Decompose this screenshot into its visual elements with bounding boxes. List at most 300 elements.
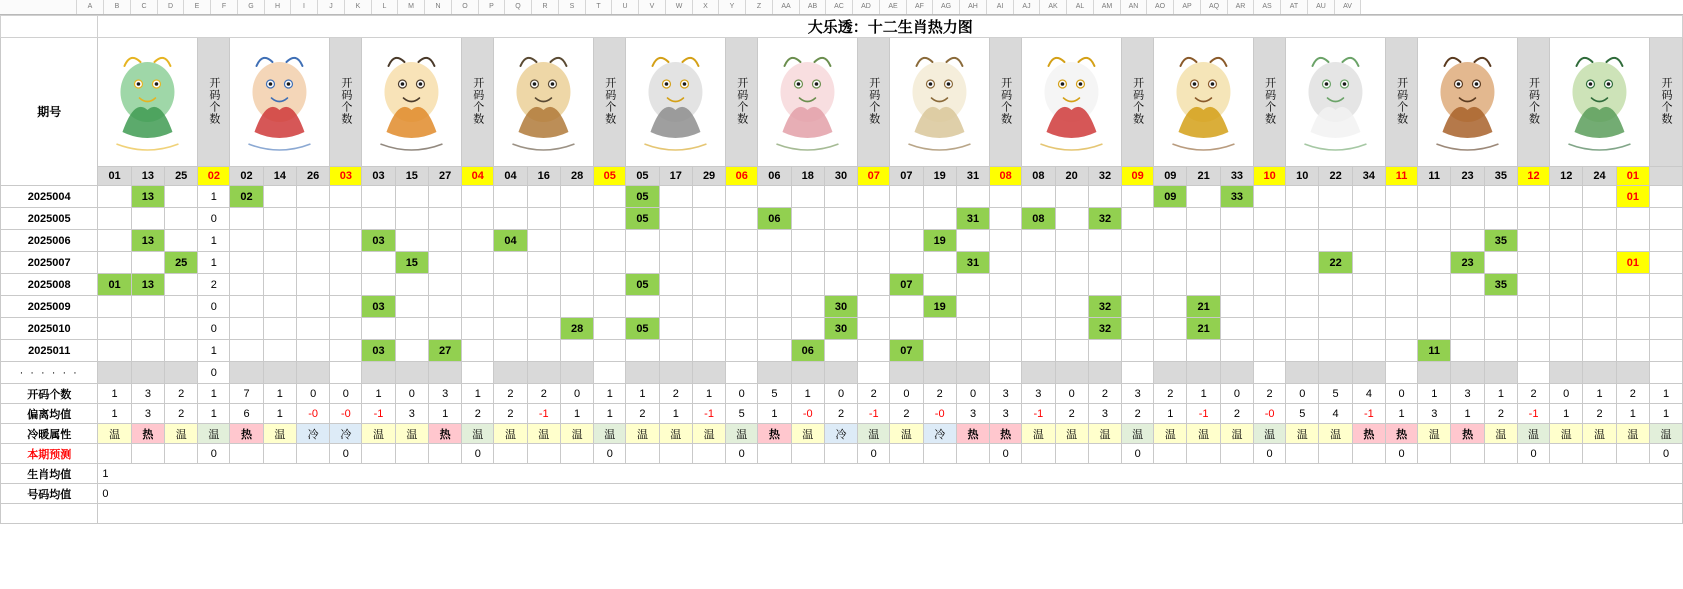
ruler-cell[interactable]: V	[639, 0, 666, 14]
ruler-cell[interactable]: P	[479, 0, 505, 14]
heat-cell[interactable]	[1022, 296, 1055, 318]
heat-cell[interactable]	[362, 252, 395, 274]
heat-cell[interactable]	[791, 296, 824, 318]
heat-cell[interactable]	[824, 230, 857, 252]
ruler-cell[interactable]: M	[398, 0, 425, 14]
heat-cell[interactable]	[1550, 186, 1583, 208]
prediction-cell[interactable]	[494, 444, 527, 464]
heat-cell[interactable]	[791, 208, 824, 230]
heat-cell[interactable]	[230, 274, 263, 296]
heat-cell[interactable]	[230, 318, 263, 340]
heat-cell[interactable]: 06	[791, 340, 824, 362]
prediction-cell[interactable]	[263, 444, 296, 464]
prediction-cell[interactable]	[131, 444, 164, 464]
ruler-cell[interactable]: AV	[1335, 0, 1361, 14]
heat-cell[interactable]	[1616, 318, 1649, 340]
prediction-count-cell[interactable]: 0	[1386, 444, 1418, 464]
heat-cell[interactable]	[1616, 274, 1649, 296]
heat-cell[interactable]	[1352, 208, 1385, 230]
heat-cell[interactable]	[1022, 230, 1055, 252]
number-header-cell[interactable]: 17	[659, 167, 692, 186]
ruler-cell[interactable]: X	[693, 0, 719, 14]
prediction-cell[interactable]	[1352, 444, 1385, 464]
heat-cell[interactable]: 32	[1088, 296, 1121, 318]
ruler-cell[interactable]: AO	[1147, 0, 1174, 14]
heat-cell[interactable]	[1418, 296, 1451, 318]
prediction-cell[interactable]	[560, 444, 593, 464]
prediction-cell[interactable]	[1022, 444, 1055, 464]
prediction-count-cell[interactable]: 0	[726, 444, 758, 464]
prediction-cell[interactable]	[428, 444, 461, 464]
heat-cell[interactable]	[1187, 340, 1220, 362]
heat-cell[interactable]: 04	[494, 230, 527, 252]
heat-cell[interactable]	[1451, 296, 1484, 318]
ruler-cell[interactable]: S	[559, 0, 586, 14]
ruler-cell[interactable]: AN	[1121, 0, 1147, 14]
heat-cell[interactable]	[1319, 208, 1352, 230]
heat-cell[interactable]	[1451, 230, 1484, 252]
heat-cell[interactable]	[1352, 186, 1385, 208]
heat-cell[interactable]	[659, 186, 692, 208]
heat-cell[interactable]	[1154, 318, 1187, 340]
ruler-cell[interactable]: Y	[719, 0, 746, 14]
heat-cell[interactable]	[98, 186, 131, 208]
prediction-cell[interactable]	[1055, 444, 1088, 464]
heat-cell[interactable]	[626, 252, 659, 274]
prediction-cell[interactable]	[758, 444, 791, 464]
row-period[interactable]: 2025004	[1, 186, 98, 208]
heat-cell[interactable]	[824, 186, 857, 208]
heat-cell[interactable]	[1484, 252, 1517, 274]
heat-cell[interactable]	[890, 208, 923, 230]
table-row[interactable]	[1, 296, 1683, 318]
heat-cell[interactable]	[428, 230, 461, 252]
heat-cell[interactable]	[890, 230, 923, 252]
table-row[interactable]	[1, 252, 1683, 274]
heat-cell[interactable]	[692, 208, 725, 230]
heat-cell[interactable]	[98, 318, 131, 340]
heat-cell[interactable]	[1055, 318, 1088, 340]
prediction-cell[interactable]	[527, 444, 560, 464]
prediction-cell[interactable]	[362, 444, 395, 464]
heat-cell[interactable]	[230, 230, 263, 252]
number-header-cell[interactable]: 13	[131, 167, 164, 186]
heat-cell[interactable]	[1484, 296, 1517, 318]
prediction-cell[interactable]	[1319, 444, 1352, 464]
heat-cell[interactable]	[791, 252, 824, 274]
heat-cell[interactable]	[1022, 340, 1055, 362]
number-header-cell[interactable]: 31	[956, 167, 989, 186]
heat-cell[interactable]	[165, 208, 198, 230]
prediction-cell[interactable]	[1616, 444, 1649, 464]
heat-cell[interactable]	[1154, 340, 1187, 362]
heat-cell[interactable]	[758, 186, 791, 208]
heat-cell[interactable]: 05	[626, 274, 659, 296]
heat-cell[interactable]	[131, 252, 164, 274]
ruler-cell[interactable]: U	[612, 0, 639, 14]
heat-cell[interactable]	[1484, 340, 1517, 362]
prediction-count-cell[interactable]: 0	[1122, 444, 1154, 464]
heat-cell[interactable]	[1550, 274, 1583, 296]
number-header-cell[interactable]: 33	[1220, 167, 1253, 186]
heat-cell[interactable]	[923, 208, 956, 230]
ruler-cell[interactable]: AT	[1281, 0, 1308, 14]
heat-cell[interactable]	[923, 318, 956, 340]
heat-cell[interactable]	[1583, 340, 1616, 362]
heat-cell[interactable]	[98, 340, 131, 362]
heat-cell[interactable]	[1154, 252, 1187, 274]
number-header-cell[interactable]: 06	[758, 167, 791, 186]
prediction-cell[interactable]	[824, 444, 857, 464]
heat-cell[interactable]	[923, 340, 956, 362]
prediction-cell[interactable]	[659, 444, 692, 464]
heat-cell[interactable]	[560, 186, 593, 208]
heat-cell[interactable]	[1451, 208, 1484, 230]
heat-cell[interactable]	[1220, 274, 1253, 296]
number-header-cell[interactable]: 29	[692, 167, 725, 186]
prediction-cell[interactable]	[230, 444, 263, 464]
prediction-cell[interactable]	[395, 444, 428, 464]
heat-cell[interactable]	[1055, 186, 1088, 208]
ruler-cell[interactable]: AG	[933, 0, 960, 14]
ruler-cell[interactable]: T	[586, 0, 612, 14]
heat-cell[interactable]: 28	[560, 318, 593, 340]
heat-cell[interactable]	[956, 296, 989, 318]
heat-cell[interactable]	[791, 230, 824, 252]
number-header-cell[interactable]: 27	[428, 167, 461, 186]
heat-cell[interactable]	[362, 208, 395, 230]
heat-cell[interactable]	[1220, 340, 1253, 362]
prediction-count-cell[interactable]: 0	[1254, 444, 1286, 464]
heat-cell[interactable]	[98, 296, 131, 318]
prediction-count-cell[interactable]: 0	[1518, 444, 1550, 464]
heat-cell[interactable]	[494, 296, 527, 318]
heat-cell[interactable]	[362, 274, 395, 296]
number-header-cell[interactable]: 05	[626, 167, 659, 186]
heat-cell[interactable]	[1616, 296, 1649, 318]
heat-cell[interactable]	[824, 274, 857, 296]
ruler-cell[interactable]: A	[77, 0, 104, 14]
ruler-cell[interactable]: AB	[800, 0, 826, 14]
heat-cell[interactable]	[1187, 230, 1220, 252]
number-header-cell[interactable]: 11	[1386, 167, 1418, 186]
heat-cell[interactable]	[692, 252, 725, 274]
prediction-cell[interactable]	[890, 444, 923, 464]
heat-cell[interactable]	[297, 208, 330, 230]
heat-cell[interactable]	[659, 274, 692, 296]
ruler-cell[interactable]: Q	[505, 0, 532, 14]
prediction-cell[interactable]	[692, 444, 725, 464]
heat-cell[interactable]: 13	[131, 186, 164, 208]
heat-cell[interactable]	[98, 208, 131, 230]
heat-cell[interactable]: 07	[890, 340, 923, 362]
number-header-cell[interactable]: 25	[165, 167, 198, 186]
heat-cell[interactable]	[692, 296, 725, 318]
number-header-cell[interactable]: 34	[1352, 167, 1385, 186]
heat-cell[interactable]: 30	[824, 296, 857, 318]
heat-cell[interactable]	[1550, 318, 1583, 340]
heat-cell[interactable]	[1583, 186, 1616, 208]
heat-cell[interactable]	[1022, 318, 1055, 340]
heat-cell[interactable]	[1550, 252, 1583, 274]
ruler-cell[interactable]: AC	[826, 0, 853, 14]
number-header-cell[interactable]: 15	[395, 167, 428, 186]
heat-cell[interactable]	[131, 318, 164, 340]
heat-cell[interactable]	[362, 186, 395, 208]
heat-cell[interactable]: 35	[1484, 274, 1517, 296]
number-header-cell[interactable]: 18	[791, 167, 824, 186]
heat-cell[interactable]	[527, 296, 560, 318]
heat-cell[interactable]	[890, 318, 923, 340]
heat-cell[interactable]	[1550, 340, 1583, 362]
prediction-cell[interactable]	[98, 444, 131, 464]
heat-cell[interactable]	[1088, 252, 1121, 274]
heat-cell[interactable]	[1550, 230, 1583, 252]
heat-cell[interactable]	[527, 340, 560, 362]
number-header-cell[interactable]: 14	[263, 167, 296, 186]
heat-cell[interactable]	[527, 186, 560, 208]
heat-cell[interactable]: 23	[1451, 252, 1484, 274]
heat-cell[interactable]	[626, 296, 659, 318]
heat-cell[interactable]	[230, 252, 263, 274]
heat-cell[interactable]	[1418, 274, 1451, 296]
heat-cell[interactable]	[1286, 340, 1319, 362]
heat-cell[interactable]	[1088, 230, 1121, 252]
heat-cell[interactable]: 03	[362, 230, 395, 252]
number-header-cell[interactable]: 26	[297, 167, 330, 186]
heat-cell[interactable]	[890, 296, 923, 318]
heat-cell[interactable]	[230, 296, 263, 318]
number-header-cell[interactable]: 08	[990, 167, 1022, 186]
heat-cell[interactable]	[263, 340, 296, 362]
ruler-cell[interactable]: AA	[773, 0, 800, 14]
heat-cell[interactable]	[659, 208, 692, 230]
heat-cell[interactable]	[494, 208, 527, 230]
heat-cell[interactable]: 02	[230, 186, 263, 208]
heat-cell[interactable]: 06	[758, 208, 791, 230]
heat-cell[interactable]	[1055, 230, 1088, 252]
heat-cell[interactable]: 01	[98, 274, 131, 296]
prediction-cell[interactable]	[626, 444, 659, 464]
heat-cell[interactable]	[626, 230, 659, 252]
heat-cell[interactable]	[1451, 186, 1484, 208]
number-header-cell[interactable]: 08	[1022, 167, 1055, 186]
prediction-cell[interactable]	[297, 444, 330, 464]
heat-cell[interactable]	[1286, 208, 1319, 230]
heat-cell[interactable]	[165, 318, 198, 340]
heat-cell[interactable]: 01	[1616, 252, 1649, 274]
heat-cell[interactable]	[1055, 296, 1088, 318]
heat-cell[interactable]	[1352, 230, 1385, 252]
heat-cell[interactable]	[1286, 230, 1319, 252]
heat-cell[interactable]	[165, 340, 198, 362]
heat-cell[interactable]	[1220, 208, 1253, 230]
heat-cell[interactable]	[791, 318, 824, 340]
heat-cell[interactable]	[1484, 208, 1517, 230]
heat-cell[interactable]	[1451, 274, 1484, 296]
heat-cell[interactable]: 03	[362, 340, 395, 362]
heat-cell[interactable]	[692, 318, 725, 340]
number-header-cell[interactable]: 10	[1286, 167, 1319, 186]
heat-cell[interactable]	[923, 252, 956, 274]
ruler-cell[interactable]: G	[238, 0, 265, 14]
heat-cell[interactable]: 13	[131, 274, 164, 296]
heat-cell[interactable]	[1418, 318, 1451, 340]
heat-cell[interactable]	[626, 340, 659, 362]
heat-cell[interactable]	[824, 340, 857, 362]
heat-cell[interactable]	[1220, 296, 1253, 318]
number-header-cell[interactable]: 04	[462, 167, 494, 186]
number-header-cell[interactable]: 02	[198, 167, 230, 186]
heat-cell[interactable]	[263, 274, 296, 296]
heat-cell[interactable]	[1550, 208, 1583, 230]
heat-cell[interactable]	[1055, 274, 1088, 296]
heat-cell[interactable]	[1451, 340, 1484, 362]
heat-cell[interactable]: 33	[1220, 186, 1253, 208]
table-row[interactable]	[1, 274, 1683, 296]
ruler-cell[interactable]: H	[265, 0, 291, 14]
heat-cell[interactable]	[428, 296, 461, 318]
heat-cell[interactable]	[824, 208, 857, 230]
heat-cell[interactable]	[692, 340, 725, 362]
heat-cell[interactable]	[494, 252, 527, 274]
heat-cell[interactable]	[362, 318, 395, 340]
ruler-cell[interactable]: AL	[1067, 0, 1094, 14]
heat-cell[interactable]	[560, 208, 593, 230]
ruler-cell[interactable]: D	[158, 0, 184, 14]
table-row[interactable]	[1, 208, 1683, 230]
heat-cell[interactable]	[1055, 340, 1088, 362]
heat-cell[interactable]	[1319, 230, 1352, 252]
heat-cell[interactable]	[131, 296, 164, 318]
heat-cell[interactable]: 19	[923, 230, 956, 252]
heat-cell[interactable]	[560, 274, 593, 296]
heat-cell[interactable]	[1583, 230, 1616, 252]
heat-cell[interactable]	[1418, 186, 1451, 208]
heat-cell[interactable]: 01	[1616, 186, 1649, 208]
heat-cell[interactable]	[1583, 274, 1616, 296]
heat-cell[interactable]	[165, 186, 198, 208]
heat-cell[interactable]: 21	[1187, 296, 1220, 318]
number-header-cell[interactable]	[1650, 167, 1683, 186]
ruler-cell[interactable]: AQ	[1201, 0, 1228, 14]
heat-cell[interactable]: 09	[1154, 186, 1187, 208]
heat-cell[interactable]: 08	[1022, 208, 1055, 230]
heat-cell[interactable]	[758, 296, 791, 318]
heat-cell[interactable]	[1352, 296, 1385, 318]
heat-cell[interactable]	[494, 340, 527, 362]
heat-cell[interactable]	[1055, 252, 1088, 274]
ruler-cell[interactable]: Z	[746, 0, 773, 14]
prediction-cell[interactable]	[165, 444, 198, 464]
heat-cell[interactable]	[659, 252, 692, 274]
heat-cell[interactable]	[1583, 252, 1616, 274]
heat-cell[interactable]	[230, 340, 263, 362]
number-header-cell[interactable]: 32	[1088, 167, 1121, 186]
ruler-cell[interactable]: AS	[1254, 0, 1281, 14]
prediction-count-cell[interactable]: 0	[990, 444, 1022, 464]
heat-cell[interactable]	[428, 208, 461, 230]
ruler-cell[interactable]: L	[372, 0, 398, 14]
heat-cell[interactable]	[297, 274, 330, 296]
heat-cell[interactable]	[1319, 296, 1352, 318]
heat-cell[interactable]	[395, 274, 428, 296]
heat-cell[interactable]	[1352, 318, 1385, 340]
number-header-cell[interactable]: 22	[1319, 167, 1352, 186]
number-header-cell[interactable]: 07	[890, 167, 923, 186]
heat-cell[interactable]	[1187, 208, 1220, 230]
ruler-cell[interactable]: AI	[987, 0, 1014, 14]
heat-cell[interactable]	[1220, 230, 1253, 252]
heat-cell[interactable]	[1022, 274, 1055, 296]
heat-cell[interactable]	[527, 252, 560, 274]
ruler-cell[interactable]: C	[131, 0, 158, 14]
ruler-cell[interactable]: R	[532, 0, 559, 14]
heat-cell[interactable]: 05	[626, 318, 659, 340]
ruler-cell[interactable]: AH	[960, 0, 987, 14]
number-header-cell[interactable]: 07	[858, 167, 890, 186]
ruler-cell[interactable]: J	[318, 0, 345, 14]
heat-cell[interactable]	[98, 252, 131, 274]
heat-cell[interactable]	[263, 230, 296, 252]
prediction-cell[interactable]	[1550, 444, 1583, 464]
number-header-cell[interactable]: 05	[594, 167, 626, 186]
ruler-cell[interactable]: AD	[853, 0, 880, 14]
table-row[interactable]	[1, 230, 1683, 252]
prediction-cell[interactable]	[1418, 444, 1451, 464]
row-period[interactable]: 2025007	[1, 252, 98, 274]
heat-cell[interactable]	[428, 252, 461, 274]
number-header-cell[interactable]: 23	[1451, 167, 1484, 186]
heat-cell[interactable]	[527, 208, 560, 230]
heat-cell[interactable]	[527, 230, 560, 252]
heat-cell[interactable]	[560, 340, 593, 362]
heat-cell[interactable]	[791, 274, 824, 296]
prediction-cell[interactable]	[1484, 444, 1517, 464]
heat-cell[interactable]	[1187, 274, 1220, 296]
heat-cell[interactable]	[297, 252, 330, 274]
heat-cell[interactable]	[956, 318, 989, 340]
heat-cell[interactable]	[98, 230, 131, 252]
number-header-cell[interactable]: 16	[527, 167, 560, 186]
prediction-count-cell[interactable]: 0	[858, 444, 890, 464]
number-header-cell[interactable]: 09	[1154, 167, 1187, 186]
heat-cell[interactable]	[1484, 186, 1517, 208]
heat-cell[interactable]	[395, 296, 428, 318]
heat-cell[interactable]	[395, 186, 428, 208]
heat-cell[interactable]	[1154, 230, 1187, 252]
heat-cell[interactable]: 32	[1088, 318, 1121, 340]
heat-cell[interactable]: 03	[362, 296, 395, 318]
heat-cell[interactable]	[923, 274, 956, 296]
heat-cell[interactable]: 27	[428, 340, 461, 362]
heat-cell[interactable]	[692, 274, 725, 296]
number-header-cell[interactable]: 30	[824, 167, 857, 186]
heat-cell[interactable]	[297, 296, 330, 318]
heat-cell[interactable]	[758, 274, 791, 296]
table-row[interactable]	[1, 340, 1683, 362]
heat-cell[interactable]	[230, 208, 263, 230]
number-header-cell[interactable]: 01	[1616, 167, 1649, 186]
heat-cell[interactable]	[165, 296, 198, 318]
row-period[interactable]: 2025006	[1, 230, 98, 252]
heat-cell[interactable]	[1187, 186, 1220, 208]
heat-cell[interactable]	[890, 252, 923, 274]
heat-cell[interactable]: 11	[1418, 340, 1451, 362]
heat-cell[interactable]	[297, 340, 330, 362]
prediction-cell[interactable]	[923, 444, 956, 464]
heat-cell[interactable]: 21	[1187, 318, 1220, 340]
